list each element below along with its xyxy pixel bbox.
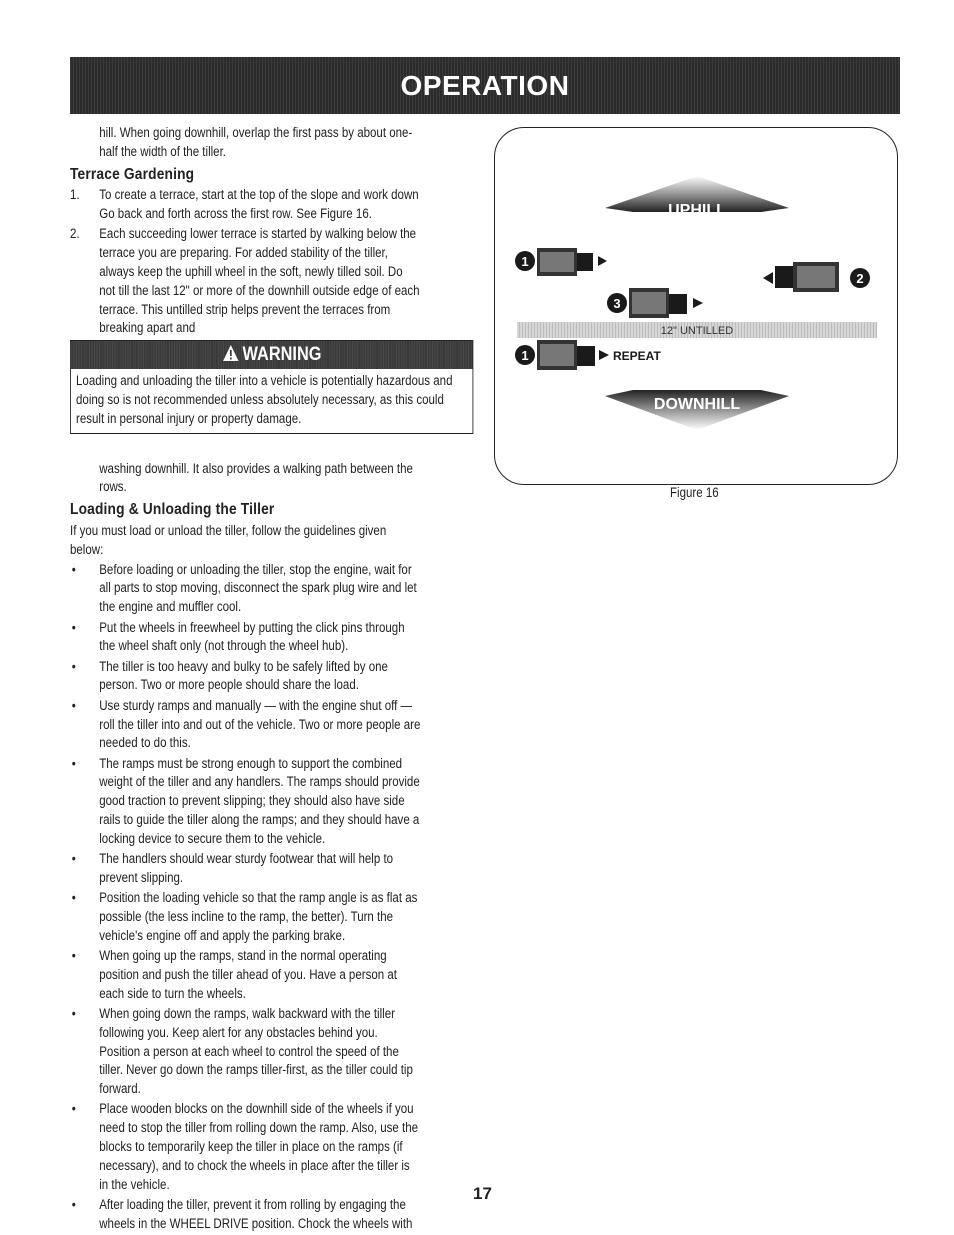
section-title: OPERATION: [400, 69, 570, 101]
list-item: [70, 697, 421, 753]
list-item: [70, 561, 421, 617]
list-item-text: The ramps must be strong enough to support the combined weight of the tiller and any handlers. The ramps should provide good traction to prevent slipping; they should also have side rails to guide the tiller along the ramps; and they should have a locking device to secure them to the vehicle.: [99, 755, 420, 846]
figure-caption: Figure 16: [670, 485, 719, 500]
direction-arrow-icon: [599, 350, 609, 360]
intro-paragraph: hill. When going downhill, overlap the first pass by about one-half the width of the tiller.: [99, 125, 413, 159]
bullet: •: [71, 851, 76, 867]
page-number: 17: [473, 1184, 492, 1203]
terrace-step: [70, 225, 421, 338]
loading-intro: If you must load or unload the tiller, follow the guidelines given below:: [70, 523, 387, 557]
downhill-label: DOWNHILL: [653, 396, 741, 413]
step-number: 1.: [70, 187, 80, 203]
warning-header: [71, 341, 473, 369]
tiller-repeat: [515, 340, 661, 370]
list-item-text: Put the wheels in freewheel by putting the click pins through the wheel shaft only (not through the wheel hub).: [99, 619, 405, 654]
bullet: •: [71, 948, 76, 964]
terrace-diagram: [495, 128, 899, 486]
tiller-icon: [775, 266, 793, 288]
bullet: •: [71, 890, 76, 906]
bullet: •: [71, 1005, 76, 1021]
list-item: [70, 947, 421, 1003]
list-item: [70, 889, 421, 945]
bullet: •: [71, 658, 76, 674]
left-column: [70, 124, 453, 1235]
bullet: •: [71, 1101, 76, 1117]
uphill-arrow: [605, 176, 789, 219]
step-marker-label: 1: [521, 254, 529, 269]
list-item-text: Place wooden blocks on the downhill side of the wheels if you need to stop the tiller from rolling down the ramp. Also, use the blocks to temporarily keep the tiller in place on the ramps (if necessary), and to chock the wheels in place after the tiller is in the vehicle.: [99, 1101, 419, 1192]
uphill-label: UPHILL: [668, 202, 726, 219]
loading-heading: Loading & Unloading the Tiller: [70, 501, 275, 519]
terrace-step: [70, 186, 421, 224]
bullet: •: [71, 1196, 76, 1212]
untilled-label: 12" UNTILLED: [660, 325, 734, 337]
untilled-strip: [517, 322, 877, 338]
direction-arrow-icon: [693, 298, 703, 308]
tiller-pass-1: [515, 248, 607, 276]
list-item-text: Before loading or unloading the tiller, stop the engine, wait for all parts to stop moving, disconnect the spark plug wire and let the engine and muffler cool.: [99, 561, 417, 615]
list-item-text: When going up the ramps, stand in the normal operating position and push the tiller ahead of you. Have a person at each side to turn the wheels.: [99, 948, 397, 1001]
list-item: [70, 658, 421, 696]
bullet: •: [71, 619, 76, 635]
section-banner: [70, 57, 900, 114]
step-marker-label: 3: [613, 296, 621, 311]
step-marker-label: 1: [521, 348, 529, 363]
list-item: [70, 1196, 421, 1234]
step-marker-label: 2: [856, 271, 864, 286]
figure-16-box: [494, 127, 898, 485]
list-item-text: The handlers should wear sturdy footwear that will help to prevent slipping.: [99, 851, 394, 885]
direction-arrow-icon: [598, 256, 607, 266]
warning-triangle-icon: [222, 344, 239, 367]
list-item-text: Position the loading vehicle so that the ramp angle is as flat as possible (the less incline to the ramp, the better). Turn the vehicle's engine off and apply the parking brake.: [99, 890, 418, 943]
list-item-text: After loading the tiller, prevent it from rolling by engaging the wheels in the WHEEL DRIVE position. Chock the wheels with: [99, 1196, 413, 1231]
tiller-pass-2: [763, 262, 870, 292]
terrace-steps: [70, 186, 421, 338]
warning-body: Loading and unloading the tiller into a vehicle is potentially hazardous and doing so is not recommended unless absolutely necessary, as this could result in personal injury or property damage.: [76, 373, 453, 426]
step-text: To create a terrace, start at the top of the slope and work down Go back and forth across the first row. See Figure 16.: [99, 187, 419, 222]
list-item-text: When going down the ramps, walk backward with the tiller following you. Keep alert for any obstacles behind you. Position a person at each wheel to control the speed of the tiller. Never go down the ramps tiller-first, as the tiller could tip forward.: [99, 1005, 413, 1097]
step-text: Each succeeding lower terrace is started by walking below the terrace you are preparing. For added stability of the tiller, always keep the uphill wheel in the soft, newly tilled soil. Do not till the last 12" or more of the downhill outside edge of each terrace. This untilled strip helps prevent the terraces from breaking apart and: [99, 226, 420, 336]
list-item-text: Use sturdy ramps and manually — with the engine shut off — roll the tiller into and out of the vehicle. Two or more people are needed to do this.: [99, 697, 421, 751]
list-item: [70, 1005, 421, 1099]
list-item: [70, 850, 421, 888]
direction-arrow-icon: [763, 272, 773, 284]
warning-title: WARNING: [242, 343, 322, 365]
list-item: [70, 1100, 421, 1194]
loading-guidelines: [70, 561, 421, 1234]
list-item-text: The tiller is too heavy and bulky to be safely lifted by one person. Two or more people should share the load.: [99, 658, 388, 693]
list-item: [70, 619, 421, 657]
list-item: [70, 755, 421, 849]
repeat-label: REPEAT: [613, 349, 661, 363]
bullet: •: [71, 561, 76, 577]
step-number: 2.: [70, 226, 80, 242]
warning-box: [70, 340, 473, 433]
bullet: •: [71, 755, 76, 771]
continuation-paragraph: washing downhill. It also provides a walking path between the rows.: [99, 460, 413, 495]
tiller-pass-3: [607, 288, 703, 318]
bullet: •: [71, 697, 76, 713]
downhill-arrow: [605, 390, 789, 430]
terrace-heading: Terrace Gardening: [70, 165, 195, 183]
